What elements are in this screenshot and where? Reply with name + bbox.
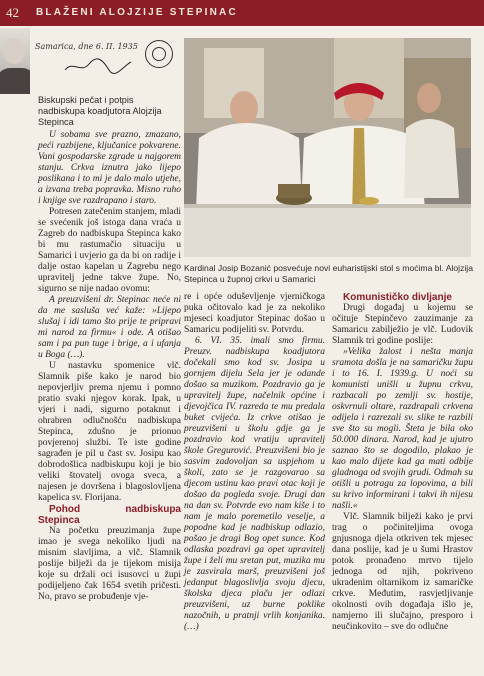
- signature-and-seal: [33, 34, 179, 88]
- quote-paragraph: A preuzvišeni dr. Stepinac neće ni da me sasluša već kaže: »Lijepo slušaj i idi tamo što prije te pripravi mi narod za firmu« i ode. A otišao sam i pa pun tuge i brige, a i ufanja u Boga (…).: [38, 295, 181, 360]
- mass-photo: [184, 38, 471, 257]
- quote-paragraph: 6. VI. 35. imali smo firmu. Preuzv. nadbiskupa koadjutora dočekali smo kod sv. Josipa u gornjem dijelu Sela jer je odande došao sa muzikom. Pozdravio ga je upravitelj župe, načelnik općine i djevojčica IV. razreda te mu predala buket cvijeća. Iz crkve otišao je preuzvišeni u školu gdje ga je pozdravio kod vratiju upravitelj škole Gregurović. Preuzvišeni bio je sasvim zadovoljan sa uspjehom u školi, zato se je razgovarao sa djecom ustinu kao pravi otac koji je došao da pogleda svoje. Drugi dan na dan sv. Potvrde evo nam kiše i to nam je malo poremetilo veselje, a popodne kad je nadbiskup odlazio, pošao je dragi Bog opet sunce. Kod odlaska pozdravi ga opet upravitelj župe i želi mu sretan put, muzika mu je zasvirala marš, preuzvišeni još jedanput blagoslivlja svoju djecu, školska djeca plaču jer odlazi preuzvišeni, uz burne poklike nazočnih, u pratnji vrlih konjanika.(…): [184, 336, 325, 632]
- handwritten-signature: Samarica, dne 6. II. 1935: [35, 42, 138, 51]
- running-title: BLAŽENI ALOJZIJE STEPINAC: [36, 7, 238, 18]
- signature-scribble: [63, 56, 133, 76]
- body-paragraph: re i opće oduševljenje vjerničkoga puka očitovalo kad je za nekoliko mjeseci koadjutor Stepinac došao u Samaricu podijeliti sv. Potvrdu.: [184, 292, 325, 335]
- quote-paragraph: U sobama sve prazno, zmazano, peći razbijene, ključanice pokvarene. Vani gospodarske zgrade u najgorem stanju. Crkva iznutra jako lijepo poslikana i to mi je dalo malo utjehe, a izvana treba popravka. Misno ruho i knjige sve razdrapano i staro.: [38, 130, 181, 206]
- column-2: [184, 292, 325, 633]
- body-paragraph: Drugi događaj u kojemu se očituje Stepinčevo zauzimanje za Samaricu zabilježio je vlč. Ludovik Slamnik tri godine poslije:: [332, 303, 473, 346]
- photo-caption: Kardinal Josip Bozanić posvećuje novi euharistijski stol s moćima bl. Alojzija Stepinca u župnoj crkvi u Samarici: [184, 263, 473, 284]
- seal-stamp: [145, 40, 173, 68]
- seal-caption: Biskupski pečat i potpis nadbiskupa koadjutora Alojzija Stepinca: [38, 95, 162, 127]
- page-header: [0, 0, 484, 26]
- column-3: [332, 292, 473, 633]
- body-paragraph: U nastavku spomenice vlč. Slamnik piše kako je narod bio nepovjerljiv prema njemu i pomno pratio svaki njegov korak. Ipak, u vjeri i nadi, sigurno potaknut i ohrabren odlučnošću nadbiskupa Stepinca, zdušno je prionuo povjerenoj službi. Te iste godine sagrađen je pil u čast sv. Josipu kao dobrodošlica nadbiskupu koji je bio veliki štovatelj ovoga sveca, a najesen je dovršena i blagoslovljena kapelica sv. Florijana.: [38, 361, 181, 503]
- quote-paragraph: »Velika žalost i nešta manja sramota došla je na samaričku župu i to 16. I. 1939.g. U noći su komunisti unišli u župnu crkvu, razbacali po zemlji sv. hostije, oskvrnuli oltare, razdrapali crkvena odijela i razrezali sv. slike te razbili sve što su mogli. Šteta je bila oko 50.000 dinara. Narod, kad je ujutro saznao što se dogodilo, plakao je kao malo dijete kad ga mati odbije gladnoga od svojih grudi. Odmah su otišli u potragu za lopovima, a bili su krivo informirani i takvi ih nijesu našli.«: [332, 347, 473, 511]
- section-heading: Komunističko divljanje: [343, 292, 452, 303]
- section-heading: Pohod nadbiskupa Stepinca: [38, 504, 181, 526]
- body-paragraph: Vlč. Slamnik bilježi kako je prvi trag o počiniteljima ovoga gnjusnoga djela otkriven tek mjesec dana poslije, kad je u šumi Hrastov potok pronađeno mrtvo tijelo jednoga od njih, pokriveno ukradenim oltarnikom iz samaričke crkve. Međutim, rasvjetljivanje okolnosti ovih događaja išlo je, namjerno ili slučajno, presporo i neučinkovito – sve do odlučne: [332, 512, 473, 632]
- portrait-photo-edge: [0, 28, 30, 94]
- page-number: 42: [6, 5, 19, 20]
- body-paragraph: Potresen zatečenim stanjem, mladi se svećenik još istoga dana vraća u Zagreb do nadbiskupa Stepinca kako bi mu rastumačio situaciju u Samarici i uvjerio ga da bi on radije i dalje ostao kapelan u Zagrebu nego upravitelj jedne takve župe. No, sigurno se nije nadao ovomu:: [38, 207, 181, 294]
- body-paragraph: Na početku preuzimanja župe imao je svega nekoliko ljudi na misnim slavljima, a vlč. Slamnik poslije bilježi da je tijekom misija koje su držali oci isusovci u župi podijeljeno čak 1654 svetih pričesti. No, pravo se probuđenje vje-: [38, 526, 181, 602]
- column-1: [38, 130, 181, 603]
